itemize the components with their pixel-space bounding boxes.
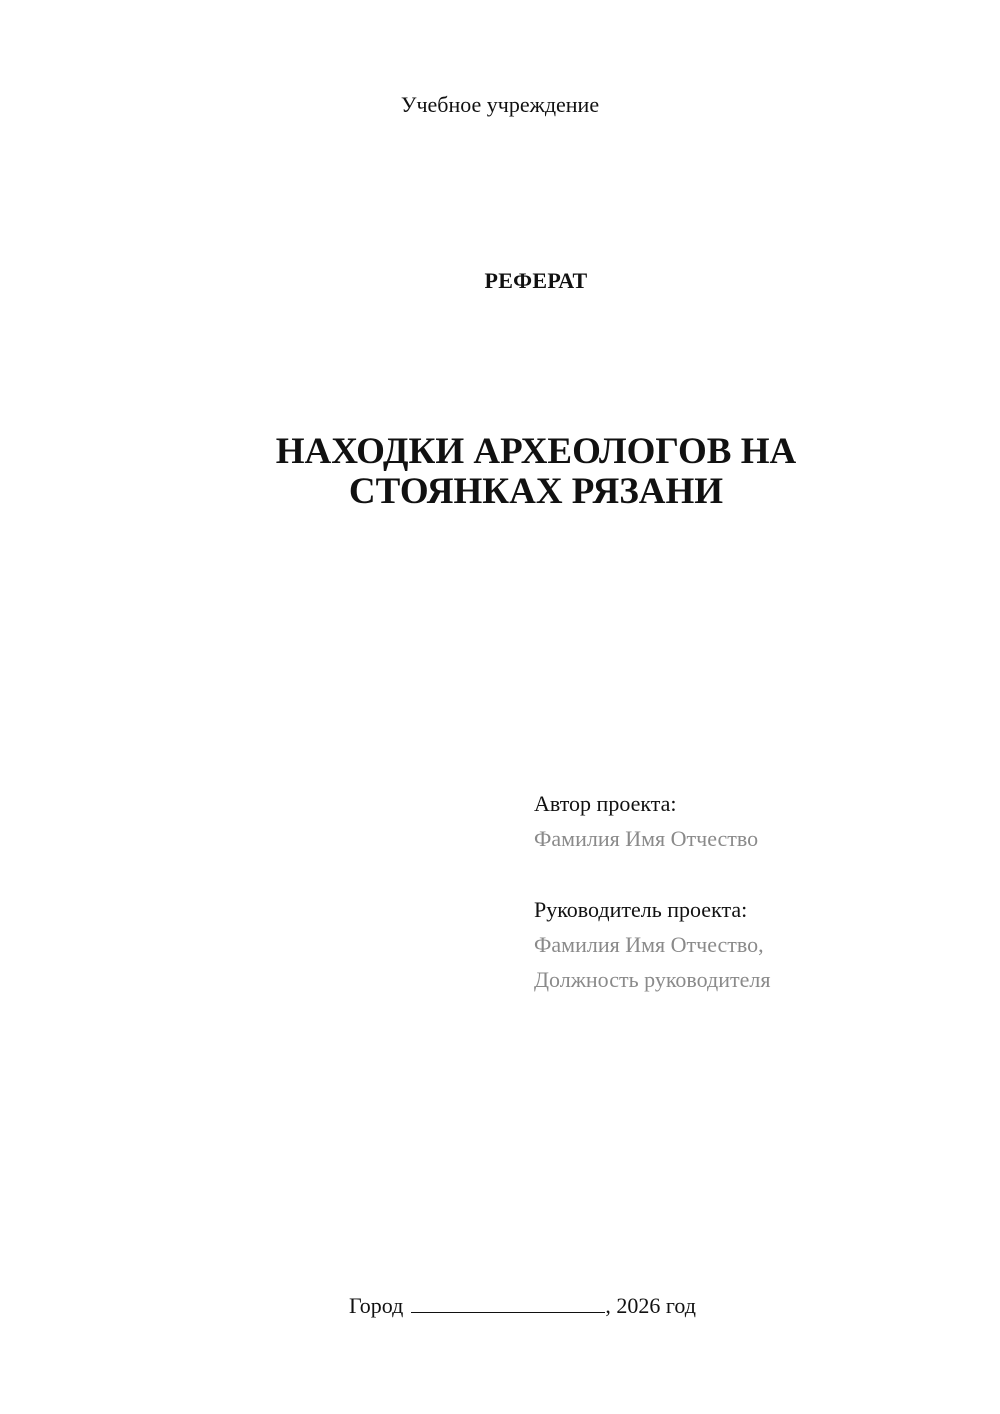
city-label: Город — [349, 1293, 404, 1318]
year-text: , 2026 год — [605, 1293, 696, 1318]
document-title — [172, 432, 900, 512]
author-label: Автор проекта: — [534, 791, 677, 816]
supervisor-name: Фамилия Имя Отчество, — [534, 932, 764, 957]
document-type: РЕФЕРАТ — [484, 268, 588, 293]
city-blank-line — [411, 1290, 605, 1313]
title-line-1: НАХОДКИ АРХЕОЛОГОВ НА — [275, 431, 797, 472]
info-spacer — [534, 856, 954, 892]
project-info-block — [534, 786, 954, 997]
title-line-2: СТОЯНКАХ РЯЗАНИ — [348, 471, 724, 512]
footer-line — [349, 1290, 696, 1321]
supervisor-label: Руководитель проекта: — [534, 897, 748, 922]
institution-name: Учебное учреждение — [400, 92, 600, 117]
author-name: Фамилия Имя Отчество — [534, 826, 759, 851]
supervisor-position: Должность руководителя — [534, 967, 771, 992]
